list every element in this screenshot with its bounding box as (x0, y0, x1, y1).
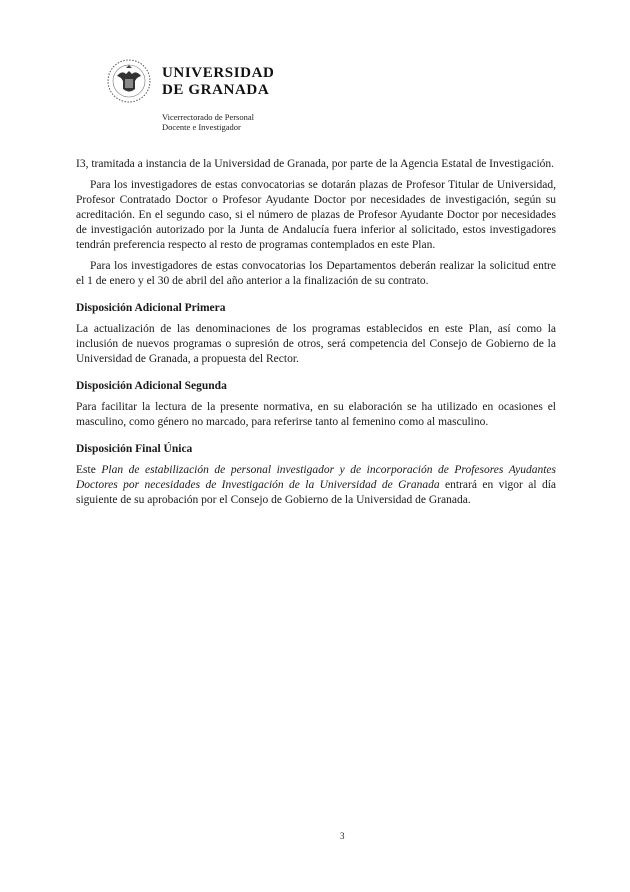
paragraph: Para los investigadores de estas convocatorias los Departamentos deberán realizar la solicitud entre el 1 de enero y el 30 de abril del año anterior a la finalización de su contrato. (76, 260, 556, 287)
page-number: 3 (340, 831, 345, 841)
subunit-line1: Vicerrectorado de Personal (162, 112, 255, 122)
section-heading: Disposición Adicional Primera (76, 302, 226, 314)
section-text (76, 463, 556, 508)
subunit-name (162, 112, 254, 132)
text-run: entrará en vigor al día siguiente de su aprobación por el Consejo de Gobierno de la Universidad de Granada. (76, 479, 556, 506)
subunit-line2: Docente e Investigador (162, 122, 241, 132)
section-heading: Disposición Adicional Segunda (76, 380, 227, 392)
plan-title-italic: Plan de estabilización de personal investigador y de incorporación de Profesores Ayudantes Doctores por necesidades de Investigación de la Universidad de Granada (76, 464, 556, 491)
paragraph: I3, tramitada a instancia de la Universidad de Granada, por parte de la Agencia Estatal de Investigación. (76, 158, 555, 170)
document-body (76, 157, 556, 508)
section-text: La actualización de las denominaciones de los programas establecidos en este Plan, así como la inclusión de nuevos programas o supresión de otros, será competencia del Consejo de Gobierno de la Universidad de Granada, a propuesta del Rector. (76, 323, 556, 365)
paragraph: Para los investigadores de estas convocatorias se dotarán plazas de Profesor Titular de Universidad, Profesor Contratado Doctor o Profesor Ayudante Doctor por necesidades de investigación, según su acreditación. En el segundo caso, si el número de plazas de Profesor Ayudante Doctor por necesidades de investigación autorizado por la Junta de Andalucía fuera inferior al solicitado, estos investigadores tendrán preferencia respecto al resto de programas contemplados en este Plan. (76, 179, 556, 251)
university-seal-icon (106, 58, 152, 104)
section-text: Para facilitar la lectura de la presente normativa, en su elaboración se ha utilizado en ocasiones el masculino, como género no marcado, para referirse tanto al femenino como al masculino. (76, 401, 556, 428)
text-run: Este (76, 464, 102, 476)
letterhead (106, 56, 306, 136)
section-heading: Disposición Final Única (76, 443, 193, 455)
university-name-line2: DE GRANADA (162, 82, 270, 98)
university-name-line1: UNIVERSIDAD (162, 65, 275, 81)
university-name (162, 66, 274, 98)
